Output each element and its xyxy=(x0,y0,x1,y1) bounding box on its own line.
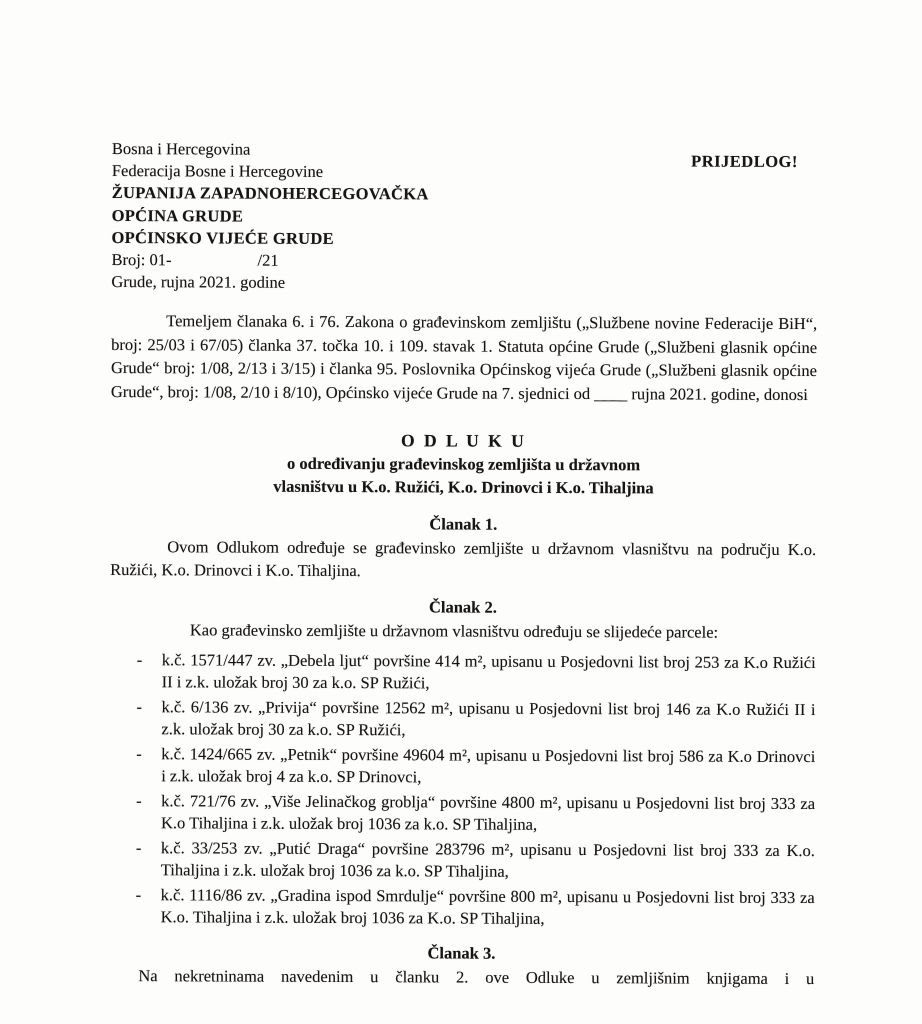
document-number-line xyxy=(111,249,428,273)
parcel-text: k.č. 1116/86 zv. „Gradina ispod Smrdulje“ površine 800 m², upisanu u Posjedovni list broj 333 za K.o. Tihaljina i z.k. uložak broj 1036 za K.o. SP Tihaljina, xyxy=(160,885,815,928)
article2-intro: Kao građevinsko zemljište u državnom vlasništvu određuju se slijedeće parcele: xyxy=(189,620,719,643)
parcel-text: k.č. 1424/665 zv. „Petnik“ površine 49604 m², upisanu u Posjedovni list broj 586 za K.o Drinovci i z.k. uložak broj 4 za k.o. SP Drinovci, xyxy=(161,744,816,787)
parcel-item xyxy=(110,649,816,695)
article1-body: Ovom Odlukom određuje se građevinsko zemljište u državnom vlasništvu na području K.o. Ružići, K.o. Drinovci i K.o. Tihaljina. xyxy=(110,537,817,581)
document-header xyxy=(111,138,818,297)
preamble-paragraph: Temeljem članaka 6. i 76. Zakona o građevinskom zemljištu („Službene novine Federacije BiH“, broj: 25/03 i 67/05) članka 37. točka 10. i 109. stavak 1. Statuta općine Grude („Službeni glasnik općine Grude“ broj: 1/08, 2/13 i 3/15) i članka 95. Poslovnika Općinskog vijeća Grude („Službeni glasnik općine Grude“, broj: 1/08, 2/10 i 8/10), Općinsko vijeće Grude na 7. sjednici od ____ rujna 2021. godine, donosi xyxy=(110,311,818,404)
parcel-item xyxy=(109,837,815,883)
parcel-text: k.č. 6/136 zv. „Privija“ površine 12562 m², upisanu u Posjedovni list broj 146 za K.o Ružići II i z.k. uložak broj 30 za k.o. SP Ružići, xyxy=(161,697,816,740)
council-line: OPĆINSKO VIJEĆE GRUDE xyxy=(111,227,334,248)
county-line: ŽUPANIJA ZAPADNOHERCEGOVAČKA xyxy=(111,183,429,204)
sender-block xyxy=(111,138,429,295)
document-content xyxy=(108,138,818,990)
bullet-marker: - xyxy=(135,838,142,858)
parcel-text: k.č. 1571/447 zv. „Debela ljut“ površine 414 m², upisanu u Posjedovni list broj 253 za K.o Ružići II i z.k. uložak broj 30 za k.o. SP Ružići, xyxy=(161,650,816,693)
bullet-marker: - xyxy=(136,744,142,764)
bullet-marker: - xyxy=(135,885,142,905)
document-number-prefix: Broj: 01- xyxy=(111,250,172,270)
article3-heading: Članak 3. xyxy=(427,943,496,964)
proposal-label: PRIJEDLOG! xyxy=(691,151,798,171)
decision-subtitle-line2: vlasništvu u K.o. Ružići, K.o. Drinovci i K.o. Tihaljina xyxy=(273,477,654,498)
place-date-line: Grude, rujna 2021. godine xyxy=(111,272,286,292)
decision-title-block xyxy=(110,428,816,500)
parcel-text: k.č. 33/253 zv. „Putić Draga“ površine 283796 m², upisanu u Posjedovni list broj 333 za K.o. Tihaljina i z.k. uložak broj 1036 za k.o. SP Tihaljina, xyxy=(160,838,815,881)
decision-subtitle-line1: o određivanju građevinskog zemljišta u državnom xyxy=(286,454,641,475)
article3-body: Na nekretninama navedenim u članku 2. ove Odluke u zemljišnim knjigama i u xyxy=(138,966,815,989)
bullet-marker: - xyxy=(136,697,143,717)
article1-heading: Članak 1. xyxy=(429,514,498,535)
document-number-suffix: /21 xyxy=(257,250,279,270)
parcel-item xyxy=(109,743,815,789)
bullet-marker: - xyxy=(136,791,142,811)
parcel-text: k.č. 721/76 zv. „Više Jelinačkog groblja“ površine 4800 m², upisanu u Posjedovni list broj 333 za K.o Tihaljina i z.k. uložak broj 1036 za k.o. SP Tihaljina, xyxy=(160,791,816,834)
municipality-line: OPĆINA GRUDE xyxy=(111,205,244,226)
parcel-item xyxy=(109,790,815,836)
parcel-item xyxy=(109,884,815,930)
parcel-item xyxy=(109,696,815,742)
federation-line: Federacija Bosne i Hercegovine xyxy=(111,161,324,182)
country-line: Bosna i Hercegovina xyxy=(111,138,251,159)
parcel-list xyxy=(109,649,816,930)
article2-heading: Članak 2. xyxy=(428,597,497,618)
decision-title: O D L U K U xyxy=(401,430,527,452)
bullet-marker: - xyxy=(136,650,143,670)
